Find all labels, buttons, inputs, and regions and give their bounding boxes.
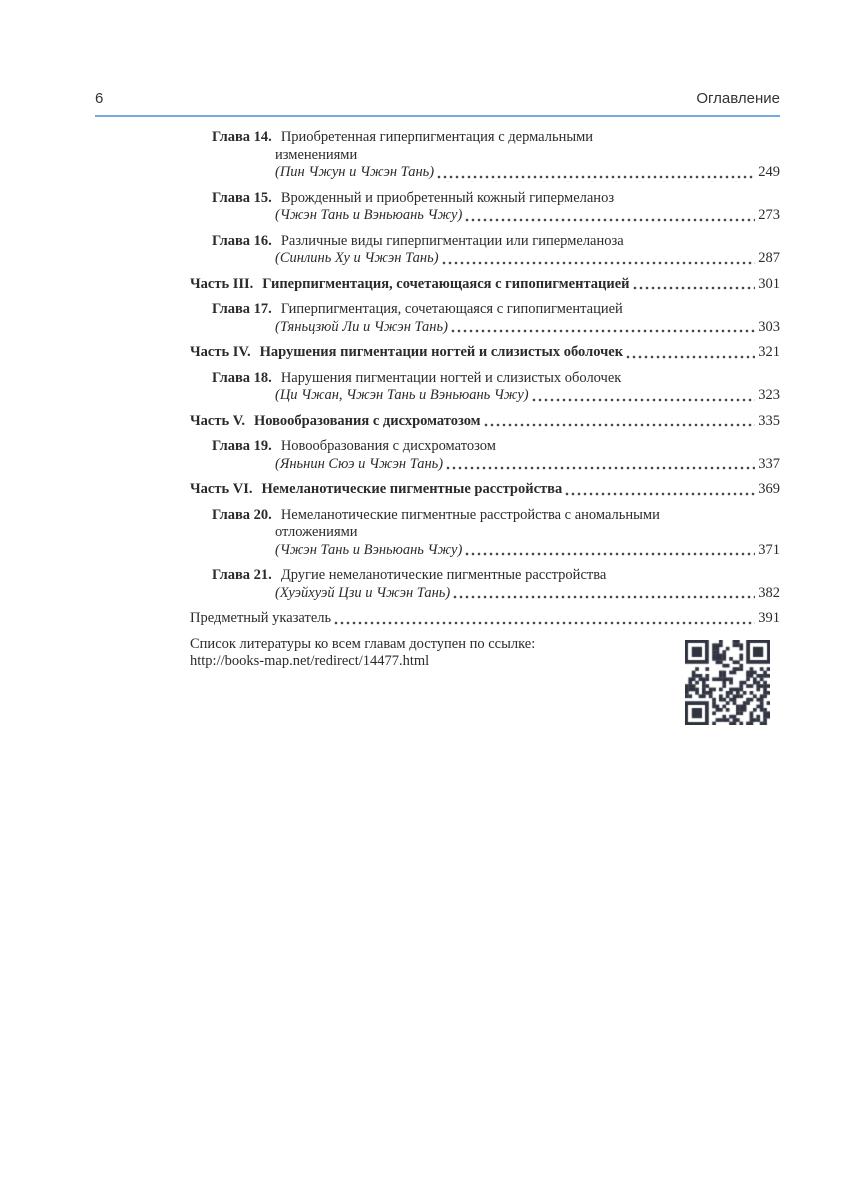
page-number: 6 [95, 90, 104, 107]
chapter-authors: (Хуэйхуэй Цзи и Чжэн Тань) [275, 584, 451, 601]
chapter-title-line [212, 438, 780, 456]
chapter-label: Глава 21. [212, 567, 272, 583]
chapter-title: Врожденный и приобретенный кожный гипермеланоз [280, 189, 615, 206]
running-title: Оглавление [696, 90, 780, 107]
chapter-title-line [212, 301, 780, 319]
chapter-title: Приобретенная гиперпигментация с дермальными [280, 129, 594, 145]
toc-entry [95, 438, 780, 473]
part-title-line [190, 481, 780, 499]
chapter-authors: (Тяньцзюй Ли и Чжэн Тань) [275, 318, 448, 335]
page-ref: 273 [758, 207, 780, 223]
toc-entry [95, 567, 780, 602]
dot-leader [445, 456, 755, 474]
chapter-title: Нарушения пигментации ногтей и слизистых оболочек [280, 369, 622, 386]
part-title: Немеланотические пигментные расстройства [261, 481, 563, 497]
chapter-authors: (Пин Чжун и Чжэн Тань) [275, 164, 435, 180]
part-title: Новообразования с дисхроматозом [253, 412, 481, 429]
chapter-label: Глава 16. [212, 232, 272, 249]
chapter-authors-line [212, 387, 780, 405]
page-ref: 323 [758, 387, 780, 403]
chapter-title: Новообразования с дисхроматозом [280, 438, 496, 454]
chapter-label: Глава 17. [212, 301, 272, 317]
toc-entry [95, 507, 780, 560]
chapter-title-line [212, 233, 780, 251]
dot-leader [632, 276, 756, 294]
dot-leader [531, 387, 756, 405]
page-ref: 287 [758, 250, 780, 266]
toc-entry [95, 610, 780, 628]
part-label: Часть V. [190, 412, 245, 429]
references-note-block [190, 636, 685, 671]
references-url[interactable]: http://books-map.net/redirect/14477.html [190, 653, 430, 669]
page-ref: 371 [758, 541, 780, 558]
dot-leader [333, 610, 755, 628]
part-title-line [190, 413, 780, 431]
chapter-title-line [212, 507, 780, 525]
chapter-authors: (Ци Чжан, Чжэн Тань и Вэньюань Чжу) [275, 387, 529, 403]
part-title: Нарушения пигментации ногтей и слизистых оболочек [259, 344, 624, 360]
chapter-authors: (Яньнин Сюэ и Чжэн Тань) [275, 455, 444, 472]
toc-entry [95, 413, 780, 431]
dot-leader [452, 585, 755, 603]
chapter-authors-line [212, 542, 780, 560]
page-ref: 369 [758, 481, 780, 497]
dot-leader [436, 164, 755, 182]
part-title-line [190, 276, 780, 294]
page-ref: 321 [758, 344, 780, 360]
toc-list [95, 129, 780, 628]
references-footer [95, 636, 780, 725]
toc-entry [95, 276, 780, 294]
qr-code [685, 640, 770, 725]
toc-entry [95, 344, 780, 362]
index-title-line [190, 610, 780, 628]
chapter-label: Глава 19. [212, 438, 272, 454]
chapter-authors-line [212, 456, 780, 474]
toc-entry [95, 301, 780, 336]
chapter-title: Другие немеланотические пигментные расстройства [280, 567, 607, 583]
references-note: Список литературы ко всем главам доступен по ссылке: [190, 635, 536, 652]
page-ref: 335 [758, 412, 780, 429]
chapter-title-line [212, 567, 780, 585]
dot-leader [483, 413, 756, 431]
chapter-authors-line [212, 585, 780, 603]
page-header [95, 90, 780, 117]
chapter-title: Немеланотические пигментные расстройства с аномальными [280, 506, 660, 523]
dot-leader [464, 542, 755, 560]
chapter-title-line [212, 370, 780, 388]
index-title: Предметный указатель [190, 610, 332, 626]
chapter-label: Глава 14. [212, 129, 272, 145]
dot-leader [441, 250, 756, 268]
toc-entry [95, 190, 780, 225]
chapter-title: Различные виды гиперпигментации или гипермеланоза [280, 232, 624, 249]
page-ref: 337 [758, 455, 780, 472]
dot-leader [625, 344, 755, 362]
part-label: Часть VI. [190, 481, 253, 497]
toc-entry [95, 233, 780, 268]
dot-leader [564, 481, 755, 499]
chapter-label: Глава 18. [212, 369, 272, 386]
chapter-authors-line [212, 250, 780, 268]
chapter-authors: (Чжэн Тань и Вэньюань Чжу) [275, 207, 463, 223]
part-title-line [190, 344, 780, 362]
part-label: Часть IV. [190, 344, 251, 360]
part-label: Часть III. [190, 275, 254, 292]
chapter-authors-line [212, 207, 780, 225]
chapter-authors-line [212, 319, 780, 337]
toc-entry [95, 370, 780, 405]
chapter-title-line [212, 129, 780, 147]
chapter-title: Гиперпигментация, сочетающаяся с гипопигментацией [280, 301, 623, 317]
chapter-label: Глава 15. [212, 189, 272, 206]
part-title: Гиперпигментация, сочетающаяся с гипопигментацией [262, 275, 630, 292]
dot-leader [464, 207, 755, 225]
page-ref: 382 [758, 584, 780, 601]
chapter-authors: (Синлинь Ху и Чжэн Тань) [275, 250, 439, 266]
chapter-authors-line [212, 164, 780, 182]
page-ref: 249 [758, 164, 780, 180]
toc-page [95, 0, 780, 725]
page-ref: 301 [758, 275, 780, 292]
page-ref: 303 [758, 318, 780, 335]
chapter-title-line [212, 190, 780, 208]
chapter-authors: (Чжэн Тань и Вэньюань Чжу) [275, 541, 463, 558]
chapter-title-continuation: изменениями [275, 146, 358, 163]
chapter-label: Глава 20. [212, 506, 272, 523]
dot-leader [450, 319, 755, 337]
page-ref: 391 [758, 610, 780, 626]
chapter-title-continuation: отложениями [275, 524, 358, 540]
toc-entry [95, 129, 780, 182]
toc-entry [95, 481, 780, 499]
